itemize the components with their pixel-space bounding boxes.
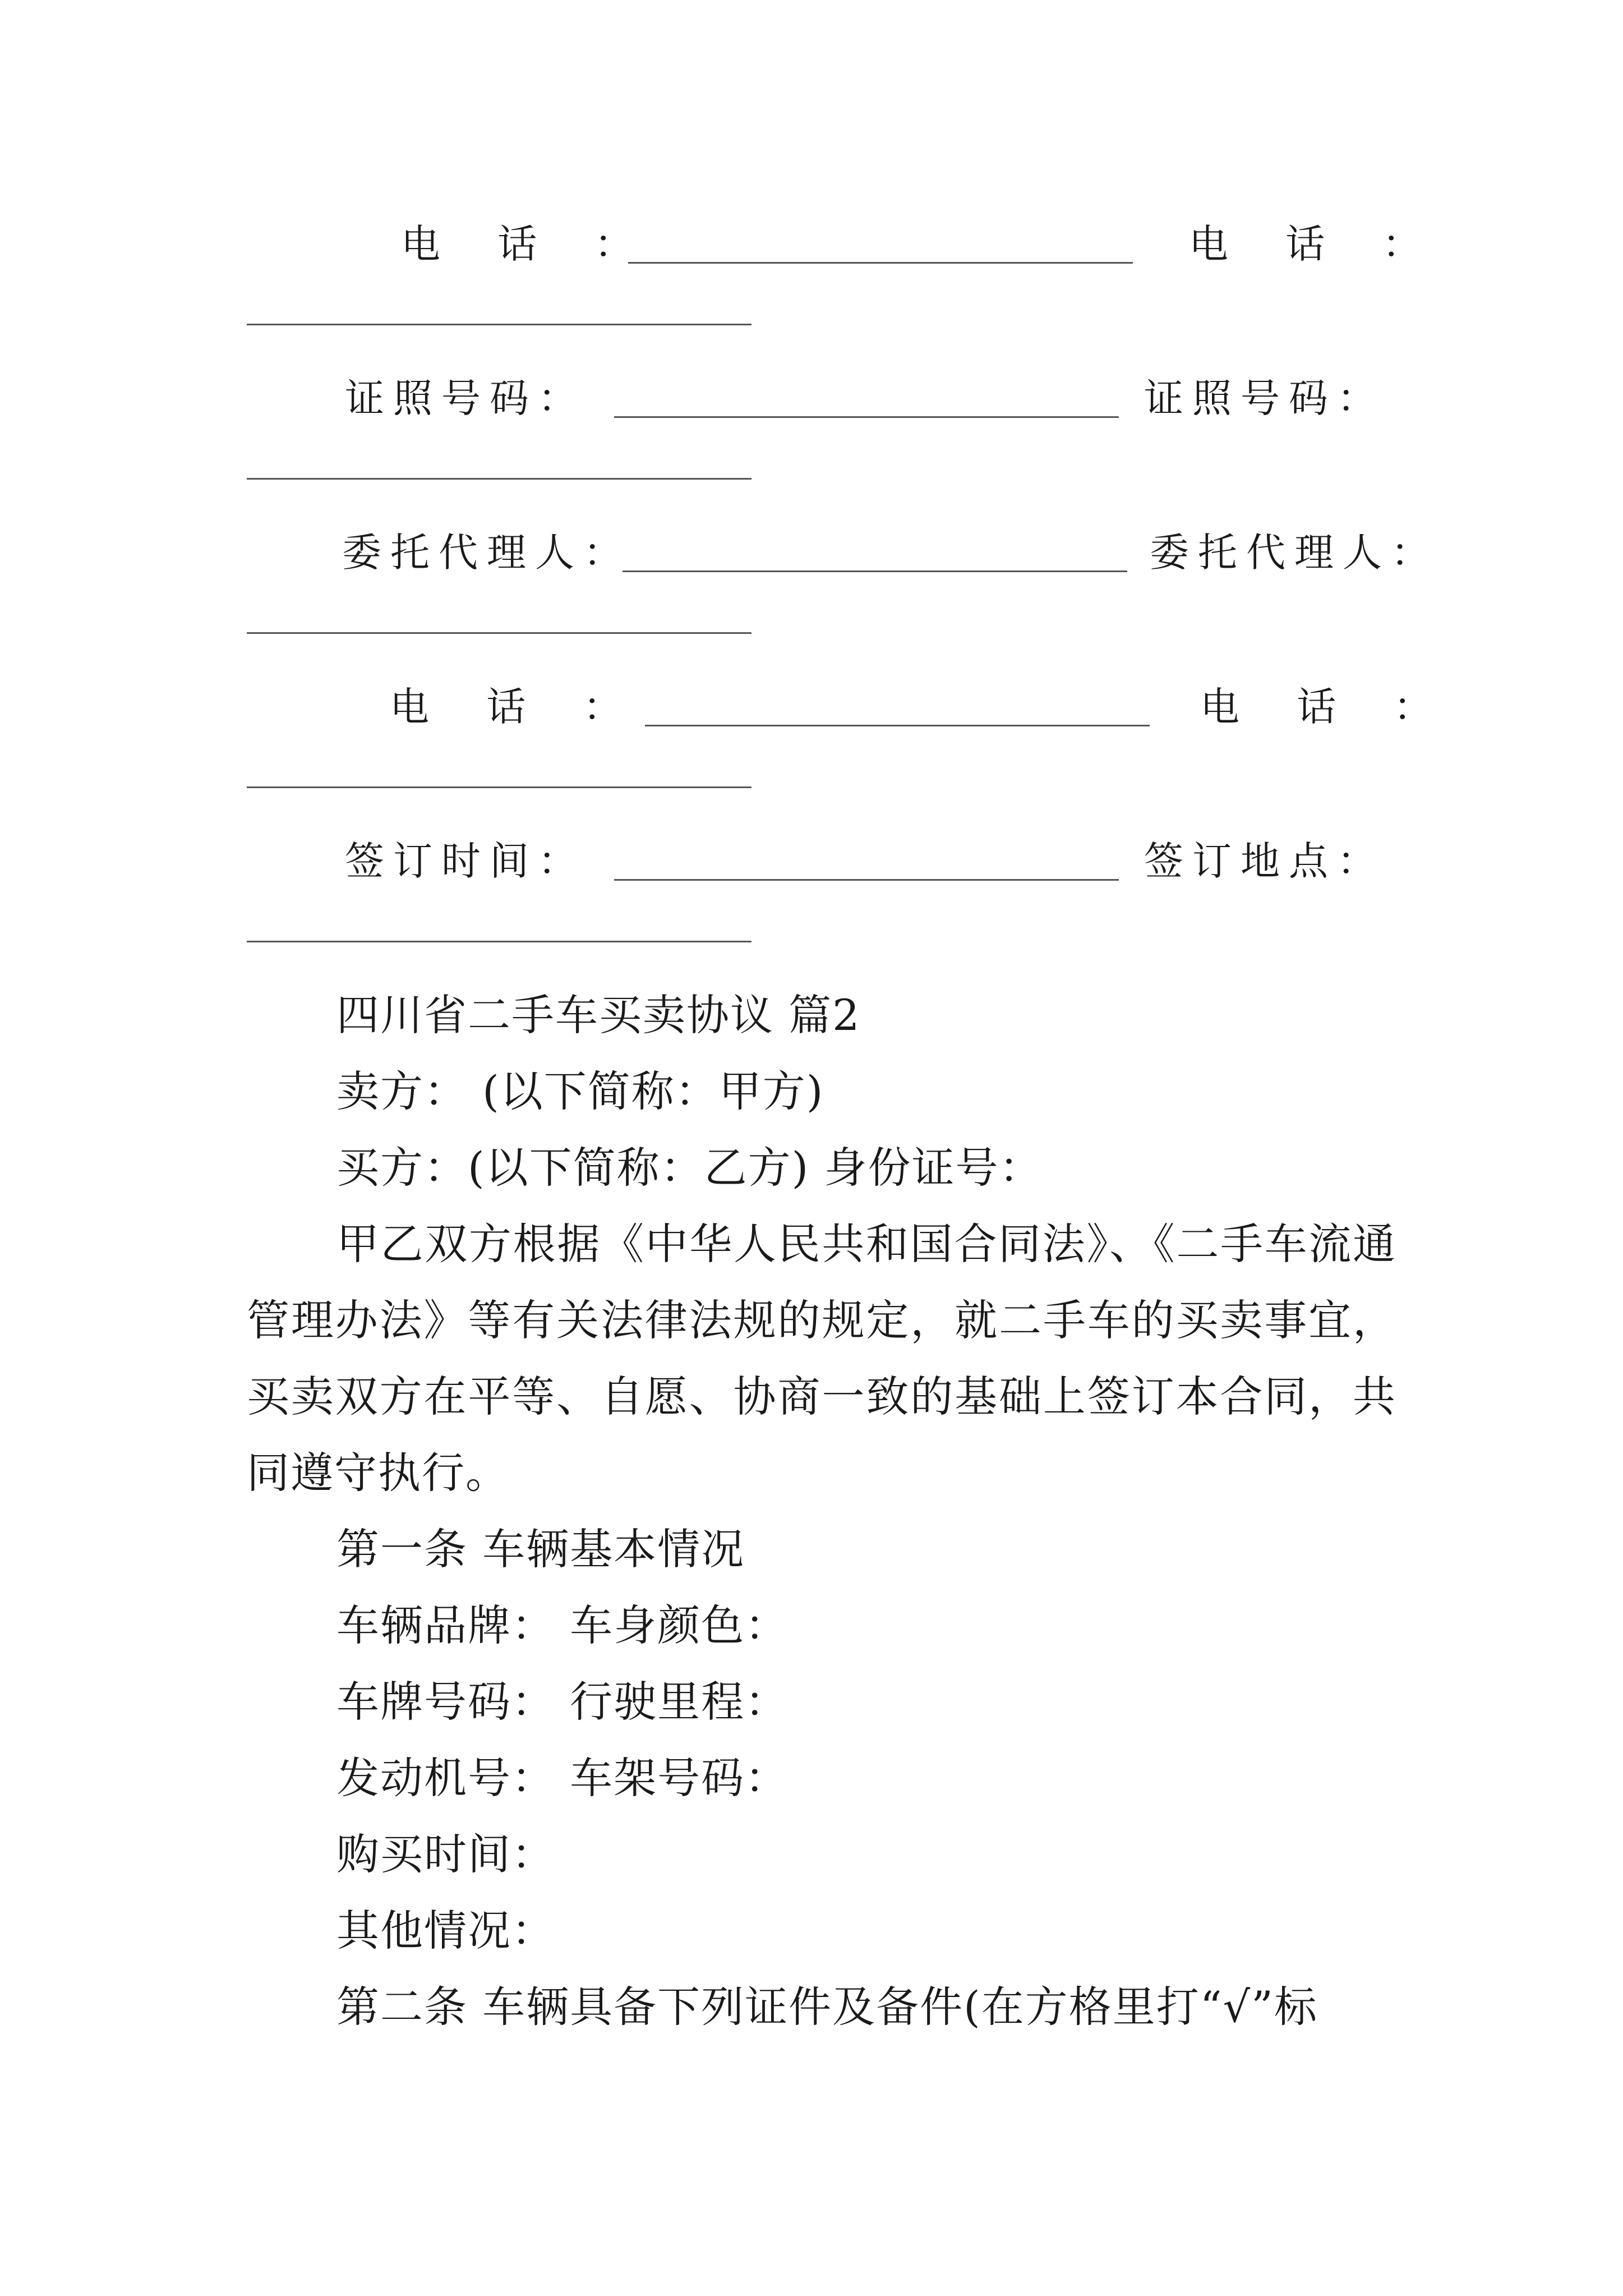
left-label: 签订时间： (345, 838, 586, 884)
right-label: 电 话 ： (1189, 221, 1444, 267)
fill-blank[interactable] (614, 879, 1119, 881)
article-1-title: 第一条 车辆基本情况 (336, 1524, 745, 1574)
vehicle-field-line: 购买时间： (336, 1829, 555, 1879)
fill-blank[interactable] (623, 570, 1127, 572)
left-label: 电 话 ： (401, 221, 656, 267)
buyer-line: 买方：(以下简称：乙方) 身份证号： (336, 1143, 1043, 1193)
fill-blank[interactable] (645, 725, 1150, 726)
left-label: 证照号码： (345, 375, 586, 421)
signature-row-license (0, 370, 1623, 527)
vehicle-field-line: 其他情况： (336, 1906, 555, 1955)
right-label: 委托代理人： (1150, 530, 1439, 576)
left-label: 委托代理人： (342, 530, 631, 576)
signature-row-phone-1 (0, 216, 1623, 373)
fill-blank-continued[interactable] (247, 324, 751, 325)
vehicle-field-line: 发动机号： 车架号码： (336, 1753, 789, 1803)
fill-blank-continued[interactable] (247, 478, 751, 480)
right-label: 证照号码： (1144, 375, 1385, 421)
right-label: 电 话 ： (1200, 684, 1455, 730)
section-title: 四川省二手车买卖协议 篇2 (336, 990, 861, 1040)
vehicle-field-line: 车牌号码： 行驶里程： (336, 1677, 789, 1727)
signature-row-agent (0, 524, 1623, 682)
right-label: 签订地点： (1144, 838, 1385, 884)
fill-blank[interactable] (628, 262, 1133, 264)
fill-blank-continued[interactable] (247, 941, 751, 942)
fill-blank-continued[interactable] (247, 786, 751, 788)
intro-paragraph: 甲乙双方根据《中华人民共和国合同法》、《二手车流通管理办法》等有关法律法规的规定，就二手车的买卖事宜，买卖双方在平等、自愿、协商一致的基础上签订本合同，共同遵守执行。 (247, 1219, 1396, 1498)
vehicle-field-line: 车辆品牌： 车身颜色： (336, 1600, 789, 1650)
article-2-line: 第二条 车辆具备下列证件及备件(在方格里打“√”标 (336, 1982, 1318, 2032)
left-label: 电 话 ： (390, 684, 645, 730)
fill-blank-continued[interactable] (247, 632, 751, 634)
signature-row-phone-2 (0, 679, 1623, 836)
signature-row-sign-time-place (0, 833, 1623, 990)
seller-line: 卖方： (以下简称：甲方) (336, 1066, 824, 1116)
fill-blank[interactable] (614, 416, 1119, 418)
